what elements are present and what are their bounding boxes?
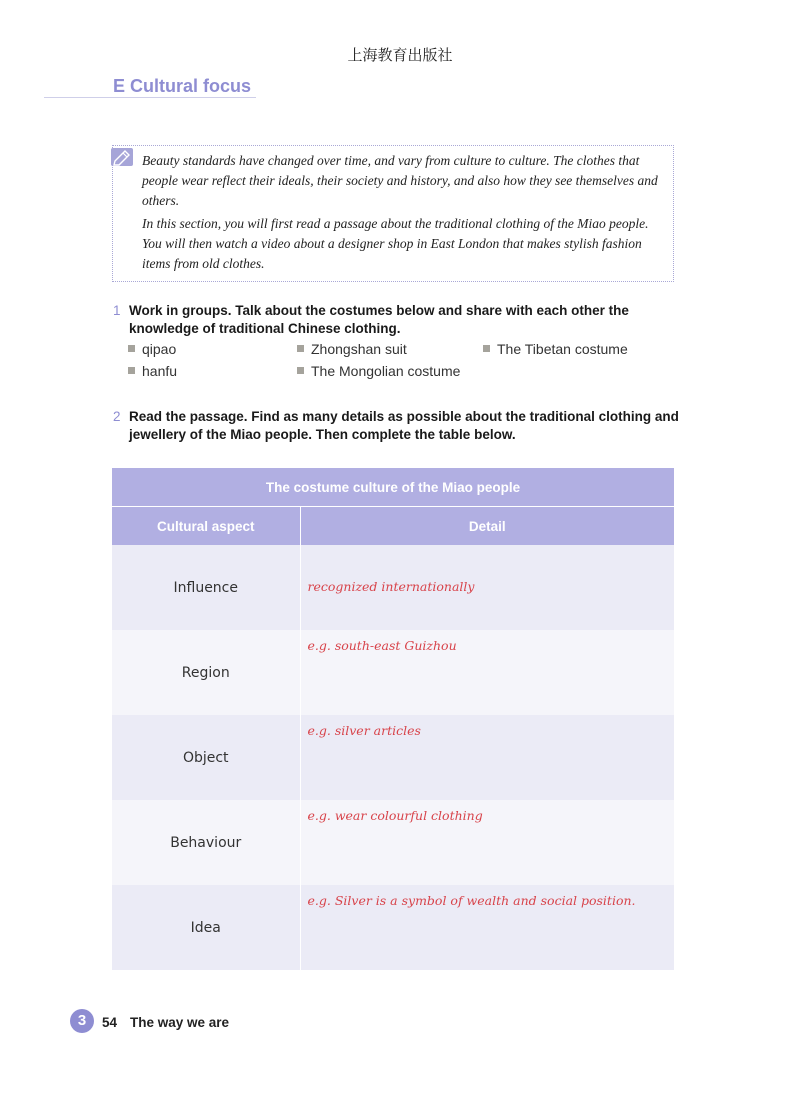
aspect-cell: Object [112, 715, 300, 800]
table-row [112, 800, 674, 885]
detail-cell[interactable] [300, 885, 674, 970]
section-title: E Cultural focus [113, 76, 252, 96]
question-1 [113, 302, 693, 338]
question-2-text: Read the passage. Find as many details as possible about the traditional clothing and jewellery of the Miao people. Then complete the table below. [129, 409, 679, 442]
unit-title: The way we are [130, 1015, 230, 1030]
aspect-cell: Region [112, 630, 300, 715]
aspect-cell: Influence [112, 545, 300, 630]
aspect-cell: Behaviour [112, 800, 300, 885]
bullet-square-icon [297, 367, 304, 374]
detail-answer: recognized internationally [307, 579, 475, 594]
detail-answer: e.g. silver articles [307, 723, 421, 738]
table-row [112, 630, 674, 715]
costume-item: qipao [128, 341, 176, 357]
detail-cell[interactable] [300, 630, 674, 715]
costume-item: The Tibetan costume [483, 341, 628, 357]
question-2-number: 2 [113, 409, 121, 424]
bullet-square-icon [297, 345, 304, 352]
detail-cell[interactable] [300, 545, 674, 630]
column-header-detail: Detail [300, 507, 674, 546]
costume-culture-table [112, 468, 674, 970]
costume-item: The Mongolian costume [297, 363, 460, 379]
bullet-square-icon [483, 345, 490, 352]
detail-cell[interactable] [300, 715, 674, 800]
table-row [112, 715, 674, 800]
question-1-number: 1 [113, 303, 121, 318]
publisher-name: 上海教育出版社 [347, 46, 453, 64]
bullet-square-icon [128, 367, 135, 374]
intro-paragraph-2: In this section, you will first read a passage about the traditional clothing of the Miao people. You will then watch a video about a designer shop in East London that makes stylish fashion items from old clothes. [142, 216, 649, 271]
table-row [112, 885, 674, 970]
detail-answer: e.g. south-east Guizhou [307, 638, 457, 653]
intro-paragraph-1: Beauty standards have changed over time, and vary from culture to culture. The clothes that people wear reflect their ideals, their society and history, and also how they see themselves and others. [142, 153, 658, 208]
detail-cell[interactable] [300, 800, 674, 885]
detail-answer: e.g. Silver is a symbol of wealth and social position. [307, 893, 636, 908]
question-2 [113, 408, 693, 444]
table-row [112, 545, 674, 630]
question-1-text: Work in groups. Talk about the costumes below and share with each other the knowledge of traditional Chinese clothing. [129, 303, 629, 336]
column-header-aspect: Cultural aspect [112, 507, 300, 546]
bullet-square-icon [128, 345, 135, 352]
costume-item: Zhongshan suit [297, 341, 407, 357]
unit-number-badge: 3 [70, 1009, 94, 1033]
aspect-cell: Idea [112, 885, 300, 970]
table-title: The costume culture of the Miao people [112, 468, 674, 507]
page-number: 54 [102, 1015, 118, 1030]
detail-answer: e.g. wear colourful clothing [307, 808, 483, 823]
section-divider [44, 97, 256, 98]
note-pencil-icon [111, 148, 133, 166]
costume-item: hanfu [128, 363, 177, 379]
